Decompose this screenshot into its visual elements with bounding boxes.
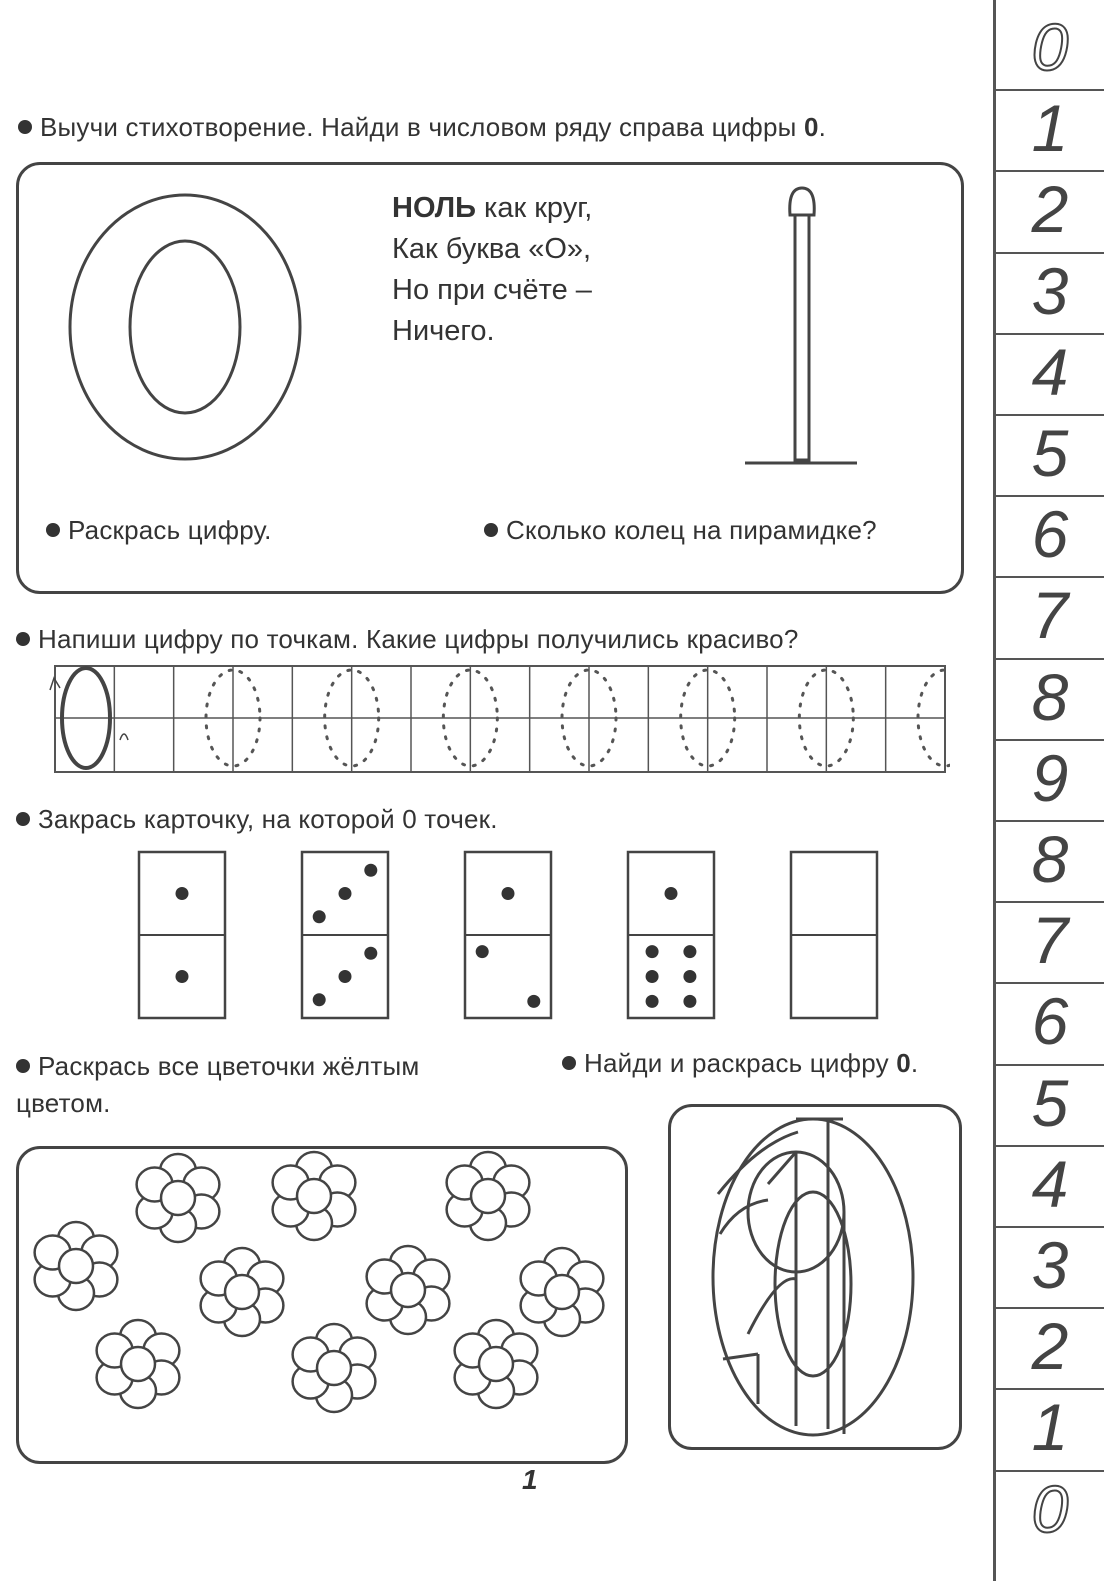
bullet-icon (16, 1059, 30, 1073)
flower[interactable] (137, 1154, 220, 1242)
number-column-digit: 0 (1031, 1471, 1069, 1546)
number-column-cell (996, 984, 1104, 1069)
number-column-digit: 7 (1031, 578, 1069, 653)
number-column-digit: 6 (1031, 497, 1069, 572)
poem-line-3: Но при счёте – (392, 274, 592, 306)
number-column-digit: 8 (1031, 659, 1069, 734)
number-column-digit: 9 (1031, 740, 1069, 815)
poem-line-1: НОЛЬ как круг, (392, 192, 593, 224)
domino-dot (527, 995, 540, 1008)
domino-dot (683, 995, 696, 1008)
number-column-digit: 1 (1031, 1390, 1069, 1465)
domino-dot (502, 887, 515, 900)
instruction-color-digit: Раскрась цифру. (46, 515, 272, 546)
number-column-cell (996, 822, 1104, 907)
page-number: 1 (522, 1464, 538, 1495)
number-column-cell (996, 659, 1104, 745)
domino-dot (476, 945, 489, 958)
flower[interactable] (293, 1324, 376, 1412)
hidden-digit-puzzle[interactable] (668, 1104, 962, 1450)
domino-dot (176, 970, 189, 983)
pyramid-stick-icon (740, 180, 865, 475)
bullet-icon (562, 1056, 576, 1070)
domino-dot (176, 887, 189, 900)
number-column-digit: 2 (1031, 1309, 1069, 1384)
instruction-color-flowers: Раскрась все цветочки жёлтым цветом. (16, 1051, 420, 1118)
number-column-cell (996, 740, 1104, 826)
instruction-trace-digit: Напиши цифру по точкам. Какие цифры получились красиво? (16, 624, 798, 655)
number-column-digit: 4 (1031, 334, 1069, 409)
number-column-digit: 4 (1031, 1146, 1069, 1221)
poem-line-2: Как буква «О», (392, 233, 592, 265)
flower[interactable] (97, 1320, 180, 1408)
number-column-digit: 7 (1031, 903, 1069, 978)
number-column-cell (996, 578, 1104, 663)
domino-dot (683, 945, 696, 958)
number-column-cell (996, 253, 1104, 339)
domino-dot (364, 947, 377, 960)
flower[interactable] (367, 1246, 450, 1334)
bullet-icon (46, 523, 60, 537)
number-column-digit: 5 (1031, 1065, 1069, 1140)
instruction-rings-question: Сколько колец на пирамидке? (484, 515, 877, 546)
number-column-cell (996, 1390, 1104, 1475)
domino-dot (646, 945, 659, 958)
flower[interactable] (447, 1152, 530, 1240)
bullet-icon (16, 812, 30, 826)
number-column-cell (996, 416, 1104, 501)
number-column-digit: 2 (1031, 172, 1069, 247)
domino-cards (130, 845, 890, 1025)
number-column-cell (996, 334, 1104, 420)
domino-dot (313, 993, 326, 1006)
flowers-area[interactable] (16, 1146, 628, 1464)
bullet-icon (484, 523, 498, 537)
number-column-cell (996, 172, 1104, 257)
big-zero-outline (60, 185, 310, 470)
domino-dot (339, 887, 352, 900)
domino-dot (683, 970, 696, 983)
number-column-cell (996, 497, 1104, 582)
flower[interactable] (273, 1152, 356, 1240)
number-column-digit: 5 (1031, 416, 1069, 490)
number-column-cell (996, 10, 1104, 95)
domino-dot (665, 887, 678, 900)
flower[interactable] (521, 1248, 604, 1336)
tracing-grid[interactable] (40, 660, 950, 780)
number-column-cell (996, 1228, 1104, 1313)
flower[interactable] (35, 1222, 118, 1310)
number-column-digit: 1 (1031, 91, 1069, 166)
number-column-digit: 6 (1031, 984, 1069, 1059)
domino-dot (646, 970, 659, 983)
number-column-cell (996, 903, 1104, 988)
instruction-learn-poem: Выучи стихотворение. Найди в числовом ряду справа цифры 0. (18, 112, 826, 143)
number-column-cell (996, 1065, 1104, 1151)
bullet-icon (18, 120, 32, 134)
number-column-cell (996, 91, 1104, 176)
number-column-digit: 3 (1031, 253, 1069, 328)
flower[interactable] (201, 1248, 284, 1336)
poem-line-4: Ничего. (392, 315, 495, 347)
domino-dot (313, 910, 326, 923)
domino-dot (646, 995, 659, 1008)
flower[interactable] (455, 1320, 538, 1408)
bullet-icon (16, 632, 30, 646)
poem (392, 188, 592, 352)
instruction-shade-card: Закрась карточку, на которой 0 точек. (16, 804, 498, 835)
domino-dot (364, 864, 377, 877)
number-column-cell (996, 1309, 1104, 1394)
instruction-find-digit: Найди и раскрась цифру 0. (562, 1048, 918, 1079)
number-column-cell (996, 1146, 1104, 1232)
number-column-digit: 0 (1031, 10, 1069, 84)
number-column-cell (996, 1471, 1104, 1557)
number-column-digit: 8 (1031, 822, 1069, 896)
arrow-icon (120, 734, 128, 740)
number-column-digit: 3 (1031, 1228, 1069, 1302)
domino-dot (339, 970, 352, 983)
number-column (996, 0, 1104, 1581)
